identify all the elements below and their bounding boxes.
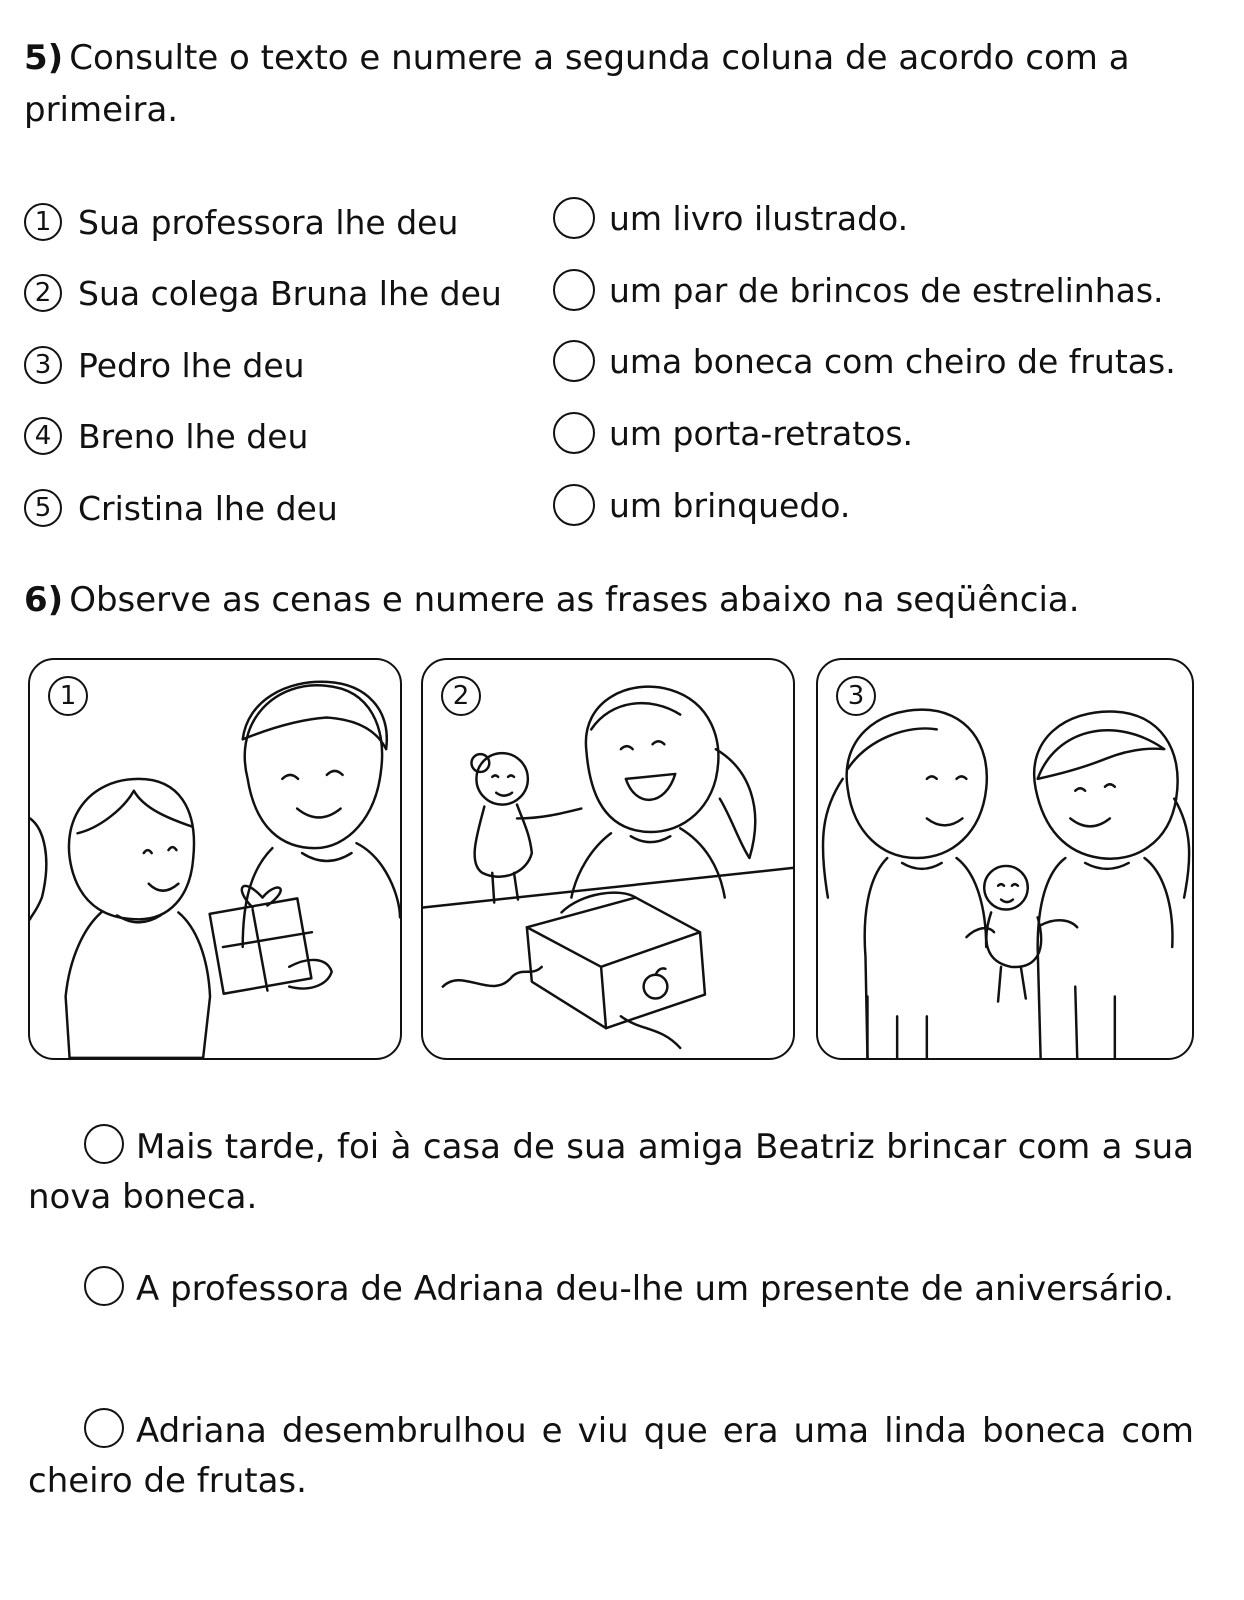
question-5-instruction: Consulte o texto e numere a segunda coluna de acordo com a primeira. bbox=[24, 38, 1130, 130]
left-item-text: Cristina lhe deu bbox=[78, 488, 338, 528]
answer-circle[interactable] bbox=[84, 1408, 124, 1448]
right-item bbox=[553, 405, 1213, 461]
scene-3-illustration bbox=[816, 658, 1194, 1060]
sentence-1 bbox=[28, 1122, 1194, 1222]
answer-circle[interactable] bbox=[553, 340, 595, 382]
circled-number-3: 3 bbox=[24, 346, 62, 384]
answer-circle[interactable] bbox=[553, 484, 595, 526]
circled-number-4: 4 bbox=[24, 417, 62, 455]
circled-number-1: 1 bbox=[24, 203, 62, 241]
answer-circle[interactable] bbox=[84, 1124, 124, 1164]
right-item bbox=[553, 477, 1213, 533]
left-item bbox=[24, 265, 534, 321]
right-item bbox=[553, 333, 1213, 389]
scene-number-2: 2 bbox=[441, 676, 481, 716]
circled-number-5: 5 bbox=[24, 489, 62, 527]
question-5-number: 5) bbox=[24, 38, 64, 78]
left-item bbox=[24, 194, 534, 250]
right-item-text: um livro ilustrado. bbox=[609, 198, 909, 238]
left-item bbox=[24, 408, 534, 464]
left-item bbox=[24, 480, 534, 536]
question-5-title bbox=[24, 32, 1204, 136]
question-6-title bbox=[24, 574, 1204, 626]
answer-circle[interactable] bbox=[553, 269, 595, 311]
right-item-text: um par de brincos de estrelinhas. bbox=[609, 270, 1164, 310]
sentence-text: A professora de Adriana deu-lhe um presente de aniversário. bbox=[136, 1269, 1175, 1309]
scene-number-1: 1 bbox=[48, 676, 88, 716]
question-6-instruction: Observe as cenas e numere as frases abaixo na seqüência. bbox=[69, 580, 1080, 620]
scene-number-3: 3 bbox=[836, 676, 876, 716]
sentence-3 bbox=[28, 1406, 1194, 1506]
answer-circle[interactable] bbox=[84, 1266, 124, 1306]
scene-2-illustration bbox=[421, 658, 795, 1060]
left-item-text: Sua professora lhe deu bbox=[78, 202, 459, 242]
question-6-number: 6) bbox=[24, 580, 64, 620]
right-item-text: um porta-retratos. bbox=[609, 413, 914, 453]
answer-circle[interactable] bbox=[553, 412, 595, 454]
right-item bbox=[553, 262, 1213, 318]
sentence-2 bbox=[28, 1264, 1194, 1314]
left-item-text: Breno lhe deu bbox=[78, 416, 309, 456]
sentence-text: Mais tarde, foi à casa de sua amiga Beatriz brincar com a sua nova boneca. bbox=[28, 1127, 1194, 1217]
left-item bbox=[24, 337, 534, 393]
right-item bbox=[553, 190, 1213, 246]
circled-number-2: 2 bbox=[24, 274, 62, 312]
left-item-text: Pedro lhe deu bbox=[78, 345, 305, 385]
sentence-text: Adriana desembrulhou e viu que era uma linda boneca com cheiro de frutas. bbox=[28, 1411, 1194, 1501]
right-item-text: uma boneca com cheiro de frutas. bbox=[609, 341, 1176, 381]
scene-1-illustration bbox=[28, 658, 402, 1060]
right-item-text: um brinquedo. bbox=[609, 485, 851, 525]
left-item-text: Sua colega Bruna lhe deu bbox=[78, 273, 502, 313]
answer-circle[interactable] bbox=[553, 197, 595, 239]
